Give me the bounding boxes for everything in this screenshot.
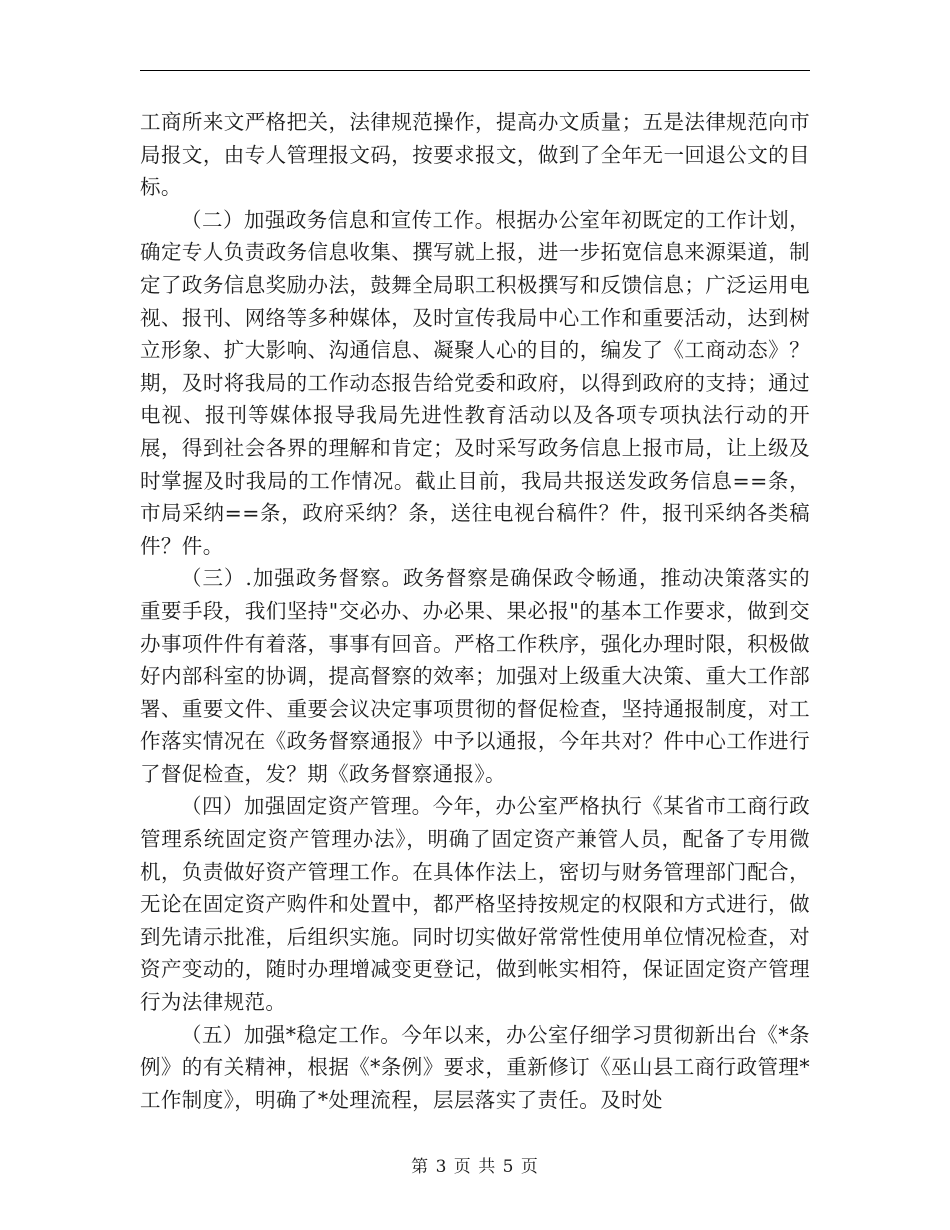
paragraph-section-3: （三）.加强政务督察。政务督察是确保政令畅通，推动决策落实的重要手段，我们坚持"交必办、办必果、果必报"的基本工作要求，做到交办事项件件有着落，事事有回音。严格工作秩序，强化办理时限，积极做好内部科室的协调，提高督察的效率；加强对上级重大决策、重大工作部署、重要文件、重要会议决定事项贯彻的督促检查，坚持通报制度，对工作落实情况在《政务督察通报》中予以通报，今年共对？件中心工作进行了督促检查，发？期《政务督察通报》。: [140, 566, 810, 786]
header-rule: [140, 70, 810, 71]
paragraph-section-2: （二）加强政务信息和宣传工作。根据办公室年初既定的工作计划，确定专人负责政务信息收集、撰写就上报，进一步拓宽信息来源渠道，制定了政务信息奖励办法，鼓舞全局职工积极撰写和反馈信息；广泛运用电视、报刊、网络等多种媒体，及时宣传我局中心工作和重要活动，达到树立形象、扩大影响、沟通信息、凝聚人心的目的，编发了《工商动态》？期，及时将我局的工作动态报告给党委和政府，以得到政府的支持；通过电视、报刊等媒体报导我局先进性教育活动以及各项专项执法行动的开展，得到社会各界的理解和肯定；及时采写政务信息上报市局，让上级及时掌握及时我局的工作情况。截止目前，我局共报送发政务信息==条，市局采纳==条，政府采纳？条，送往电视台稿件？件，报刊采纳各类稿件？件。: [140, 207, 810, 558]
paragraph-continuation: 工商所来文严格把关，法律规范操作，提高办文质量；五是法律规范向市局报文，由专人管理报文码，按要求报文，做到了全年无一回退公文的目标。: [140, 110, 810, 200]
document-body: [140, 106, 810, 1116]
paragraph-section-5: （五）加强*稳定工作。今年以来，办公室仔细学习贯彻新出台《*条例》的有关精神，根据《*条例》要求，重新修订《巫山县工商行政管理*工作制度》，明确了*处理流程，层层落实了责任。及时处: [140, 1022, 810, 1112]
page-number-footer: 第 3 页 共 5 页: [411, 1157, 539, 1177]
paragraph-section-4: （四）加强固定资产管理。今年，办公室严格执行《某省市工商行政管理系统固定资产管理办法》，明确了固定资产兼管人员，配备了专用微机，负责做好资产管理工作。在具体作法上，密切与财务管理部门配合，无论在固定资产购件和处置中，都严格坚持按规定的权限和方式进行，做到先请示批准，后组织实施。同时切实做好常常性使用单位情况检查，对资产变动的，随时办理增减变更登记，做到帐实相符，保证固定资产管理行为法律规范。: [140, 794, 810, 1015]
